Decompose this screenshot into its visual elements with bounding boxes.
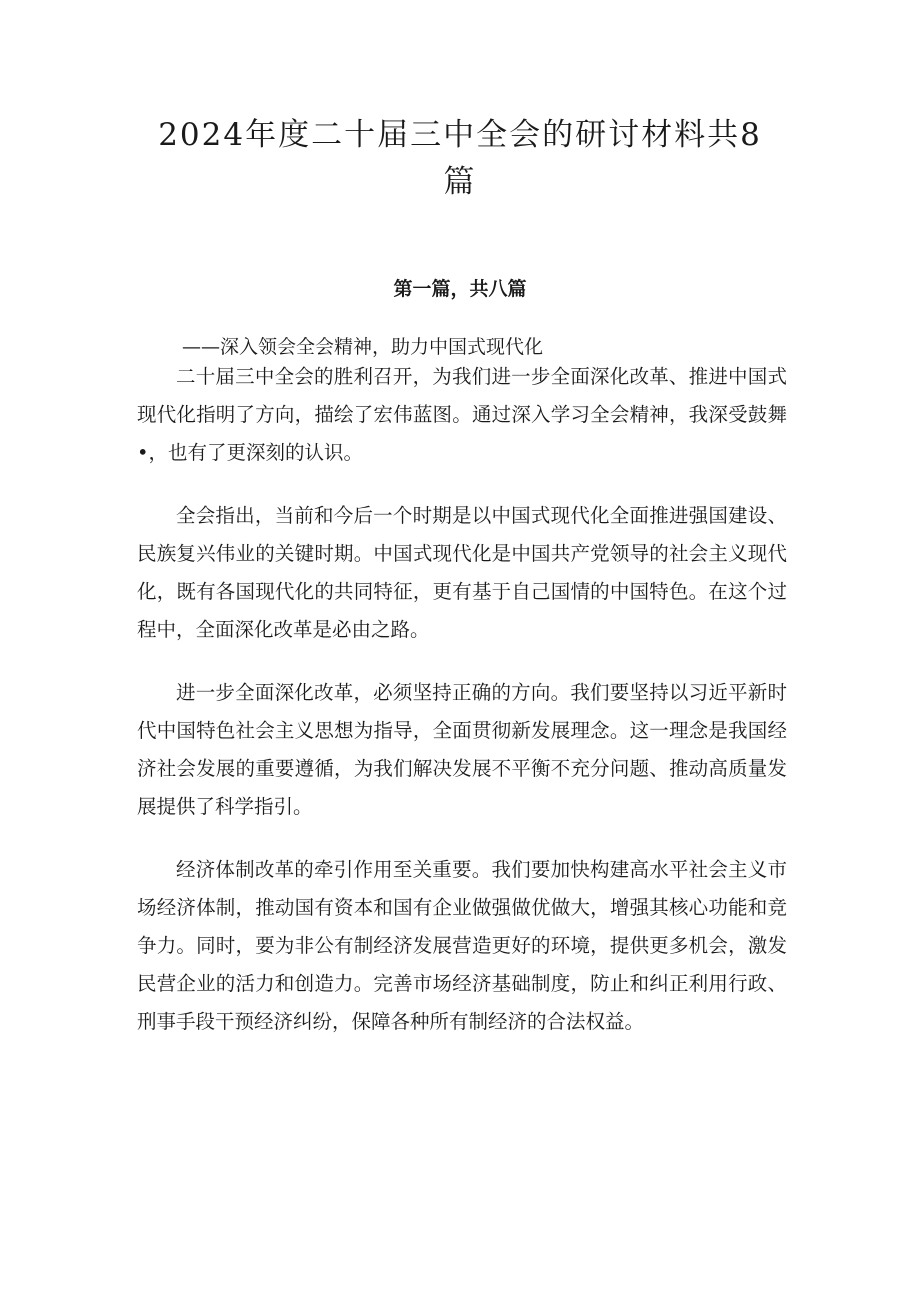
paragraph: 进一步全面深化改革，必须坚持正确的方向。我们要坚持以习近平新时代中国特色社会主义思想为指导，全面贯彻新发展理念。这一理念是我国经济社会发展的重要遵循，为我们解决发展不平衡不充分问题、推动高质量发展提供了科学指引。	[137, 681, 787, 818]
paragraph: 经济体制改革的牵引作用至关重要。我们要加快构建高水平社会主义市场经济体制，推动国有资本和国有企业做强做优做大，增强其核心功能和竞争力。同时，要为非公有制经济发展营造更好的环境，提供更多机会，激发民营企业的活力和创造力。完善市场经济基础制度，防止和纠正利用行政、刑事手段干预经济纠纷，保障各种所有制经济的合法权益。	[137, 858, 787, 1033]
paragraph: 全会指出，当前和今后一个时期是以中国式现代化全面推进强国建设、民族复兴伟业的关键时期。中国式现代化是中国共产党领导的社会主义现代化，既有各国现代化的共同特征，更有基于自己国情的中国特色。在这个过程中，全面深化改革是必由之路。	[137, 504, 787, 641]
section-heading: 第一篇，共八篇	[393, 278, 527, 300]
section-subtitle: ——深入领会全会精神，助力中国式现代化	[182, 336, 544, 358]
paragraph: 二十届三中全会的胜利召开，为我们进一步全面深化改革、推进中国式现代化指明了方向，描绘了宏伟蓝图。通过深入学习全会精神，我深受鼓舞•，也有了更深刻的认识。	[137, 365, 787, 464]
document-body	[137, 358, 787, 1066]
document-title: 2024年度二十届三中全会的研讨材料共8篇	[158, 117, 762, 200]
